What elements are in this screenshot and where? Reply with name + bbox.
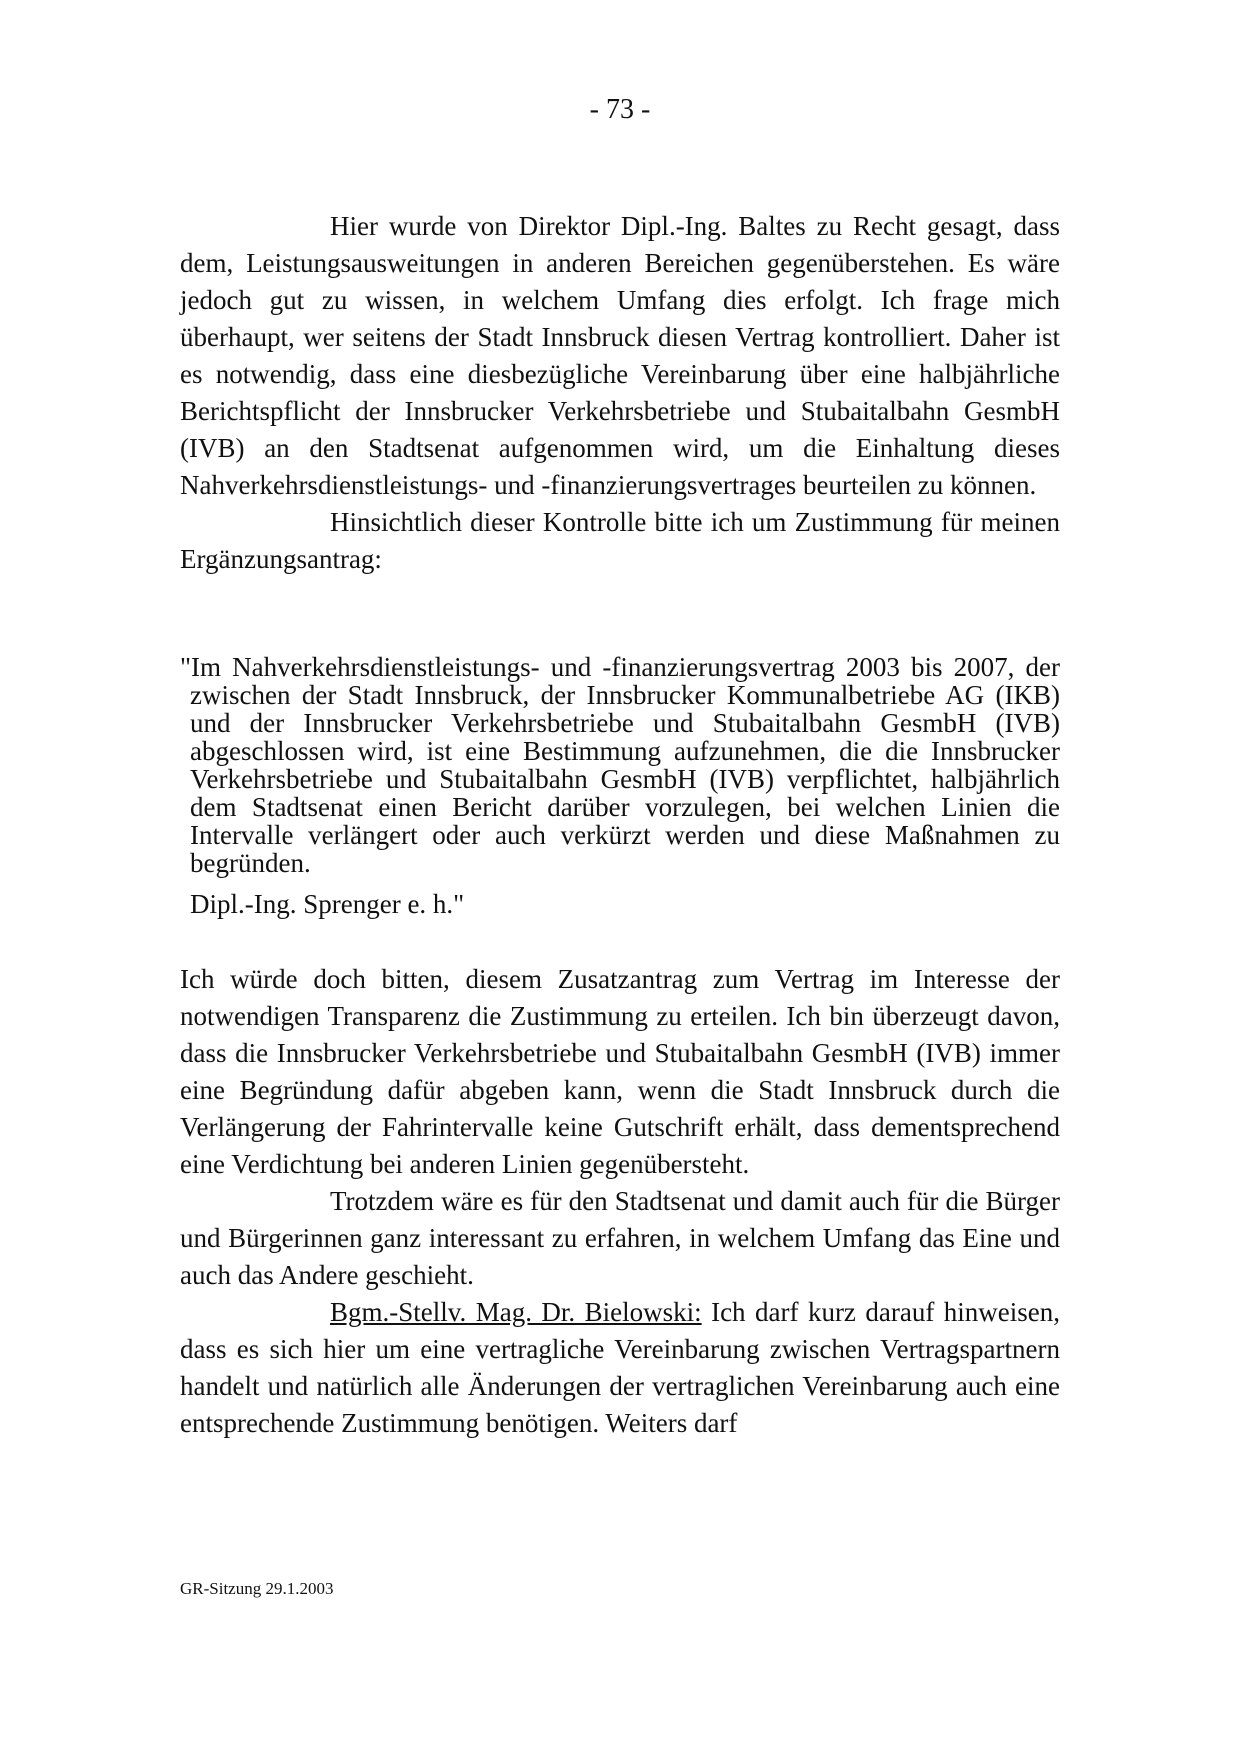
footer-session-date: GR-Sitzung 29.1.2003 bbox=[180, 1579, 334, 1598]
motion-text: "Im Nahverkehrsdienstleistungs- und -finanzierungsvertrag 2003 bis 2007, der zwischen der Stadt Innsbruck, der Innsbrucker Kommunalbetriebe AG (IKB) und der Innsbrucker Verkehrsbetriebe und Stubaitalbahn GesmbH (IVB) abgeschlossen wird, ist eine Bestimmung aufzunehmen, die die Innsbrucker Verkehrsbetriebe und Stubaitalbahn GesmbH (IVB) verpflichtet, halbjährlich dem Stadtsenat einen Bericht darüber vorzulegen, bei welchen Linien die Intervalle verlängert oder auch verkürzt werden und diese Maßnahmen zu begründen. bbox=[180, 652, 1060, 878]
speaker-name: Bgm.-Stellv. Mag. Dr. Bielowski: bbox=[330, 1297, 702, 1327]
motion-signature: Dipl.-Ing. Sprenger e. h." bbox=[190, 889, 465, 919]
paragraph: Hier wurde von Direktor Dipl.-Ing. Baltes zu Recht gesagt, dass dem, Leistungsausweitungen in anderen Bereichen gegenüberstehen. Es wäre jedoch gut zu wissen, in welchem Umfang dies erfolgt. Ich frage mich überhaupt, wer seitens der Stadt Innsbruck diesen Vertrag kontrolliert. Daher ist es notwendig, dass eine diesbezügliche Vereinbarung über eine halbjährliche Berichtspflicht der Innsbrucker Verkehrsbetriebe und Stubaitalbahn GesmbH (IVB) an den Stadtsenat aufgenommen wird, um die Einhaltung dieses Nahverkehrsdienstleistungs- und -finanzierungsvertrages beurteilen zu können. bbox=[180, 211, 1060, 500]
text-block-upper bbox=[180, 208, 1060, 578]
paragraph: Hinsichtlich dieser Kontrolle bitte ich um Zustimmung für meinen Ergänzungsantrag: bbox=[180, 507, 1060, 574]
paragraph: Trotzdem wäre es für den Stadtsenat und damit auch für die Bürger und Bürgerinnen ganz interessant zu erfahren, in welchem Umfang das Eine und auch das Andere geschieht. bbox=[180, 1186, 1060, 1290]
motion-quote bbox=[180, 653, 1060, 921]
paragraph-speaker bbox=[180, 1294, 1060, 1442]
paragraph: Ich würde doch bitten, diesem Zusatzantrag zum Vertrag im Interesse der notwendigen Transparenz die Zustimmung zu erteilen. Ich bin überzeugt davon, dass die Innsbrucker Verkehrsbetriebe und Stubaitalbahn GesmbH (IVB) immer eine Begründung dafür abgeben kann, wenn die Stadt Innsbruck durch die Verlängerung der Fahrintervalle keine Gutschrift erhält, dass dementsprechend eine Verdichtung bei anderen Linien gegenübersteht. bbox=[180, 964, 1060, 1179]
page-number: - 73 - bbox=[589, 94, 651, 125]
text-block-lower bbox=[180, 961, 1060, 1442]
speaker-statement: Ich darf kurz darauf hinweisen, dass es sich hier um eine vertragliche Vereinbarung zwischen Vertragspartnern handelt und natürlich alle Änderungen der vertraglichen Vereinbarung auch eine entsprechende Zustimmung benötigen. Weiters darf bbox=[180, 1297, 1061, 1438]
